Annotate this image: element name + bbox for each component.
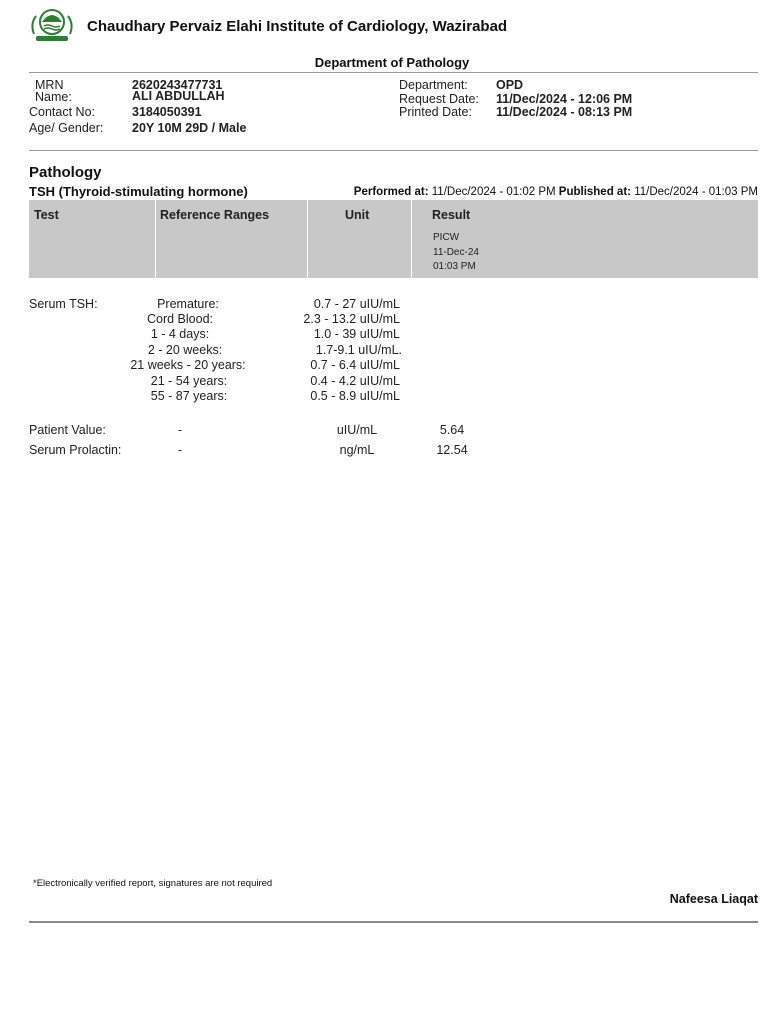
mrn-label: MRN xyxy=(35,78,64,92)
range-group: 1 - 4 days: xyxy=(150,327,210,341)
result-date: 11-Dec-24 xyxy=(433,247,479,258)
result-unit: ng/mL xyxy=(339,443,375,457)
published-label: Published at: xyxy=(558,186,631,198)
request-date-value: 11/Dec/2024 - 12:06 PM xyxy=(496,92,633,106)
request-date-label: Request Date: xyxy=(399,92,479,106)
result-reference: - xyxy=(177,443,183,457)
range-value: 0.4 - 4.2 uIU/mL xyxy=(310,374,400,388)
range-value: 0.7 - 27 uIU/mL xyxy=(313,297,400,311)
range-group: Cord Blood: xyxy=(146,312,213,326)
signer-name: Nafeesa Liaqat xyxy=(669,892,758,906)
department-label: Department: xyxy=(399,78,468,92)
range-value: 0.7 - 6.4 uIU/mL xyxy=(310,358,400,372)
hospital-name: Chaudhary Pervaiz Elahi Institute of Cardiology, Wazirabad xyxy=(87,18,508,35)
range-value: 1.0 - 39 uIU/mL xyxy=(313,327,400,341)
patient-divider xyxy=(29,150,758,151)
result-time: 01:03 PM xyxy=(433,261,476,272)
result-value: 5.64 xyxy=(439,423,465,437)
range-group: 21 - 54 years: xyxy=(150,374,228,388)
range-value: 0.5 - 8.9 uIU/mL xyxy=(310,389,400,403)
test-title: TSH (Thyroid-stimulating hormone) xyxy=(29,184,248,199)
column-divider xyxy=(411,200,412,278)
range-group: 55 - 87 years: xyxy=(150,389,228,403)
range-value: 2.3 - 13.2 uIU/mL xyxy=(303,312,400,326)
result-lab-code: PICW xyxy=(433,232,460,243)
result-test-name: Patient Value: xyxy=(29,423,106,437)
serum-tsh-label: Serum TSH: xyxy=(29,297,98,311)
section-title: Pathology xyxy=(29,164,102,181)
verification-note: *Electronically verified report, signatures are not required xyxy=(33,878,273,889)
column-divider xyxy=(307,200,308,278)
mrn-value: 2620243477731 xyxy=(132,78,223,92)
result-unit: uIU/mL xyxy=(336,423,378,437)
name-label: Name: xyxy=(35,90,72,104)
range-value: 1.7-9.1 uIU/mL. xyxy=(315,343,402,357)
header-reference-ranges: Reference Ranges xyxy=(160,208,270,222)
header-unit: Unit xyxy=(345,208,370,222)
header-result: Result xyxy=(432,208,471,222)
footer-divider xyxy=(29,921,758,923)
performed-value: 11/Dec/2024 - 01:02 PM xyxy=(431,186,556,198)
results-table-header xyxy=(29,200,758,278)
printed-date-label: Printed Date: xyxy=(399,105,472,119)
result-reference: - xyxy=(177,423,183,437)
contact-value: 3184050391 xyxy=(132,105,202,119)
printed-date-value: 11/Dec/2024 - 08:13 PM xyxy=(496,105,633,119)
age-gender-value: 20Y 10M 29D / Male xyxy=(132,121,247,135)
performed-published xyxy=(354,186,758,198)
performed-label: Performed at: xyxy=(353,186,429,198)
range-group: Premature: xyxy=(157,297,219,311)
contact-label: Contact No: xyxy=(29,105,96,119)
department-title: Department of Pathology xyxy=(314,55,470,70)
result-value: 12.54 xyxy=(436,443,468,457)
header-test: Test xyxy=(34,208,59,222)
published-value: 11/Dec/2024 - 01:03 PM xyxy=(634,186,758,198)
punjab-govt-emblem-icon xyxy=(28,4,76,44)
range-group: 2 - 20 weeks: xyxy=(147,343,223,357)
department-value: OPD xyxy=(496,78,524,92)
header-divider xyxy=(29,72,758,73)
age-gender-label: Age/ Gender: xyxy=(29,121,104,135)
result-test-name: Serum Prolactin: xyxy=(29,443,122,457)
column-divider xyxy=(155,200,156,278)
name-value: ALI ABDULLAH xyxy=(132,89,225,103)
range-group: 21 weeks - 20 years: xyxy=(130,358,246,372)
